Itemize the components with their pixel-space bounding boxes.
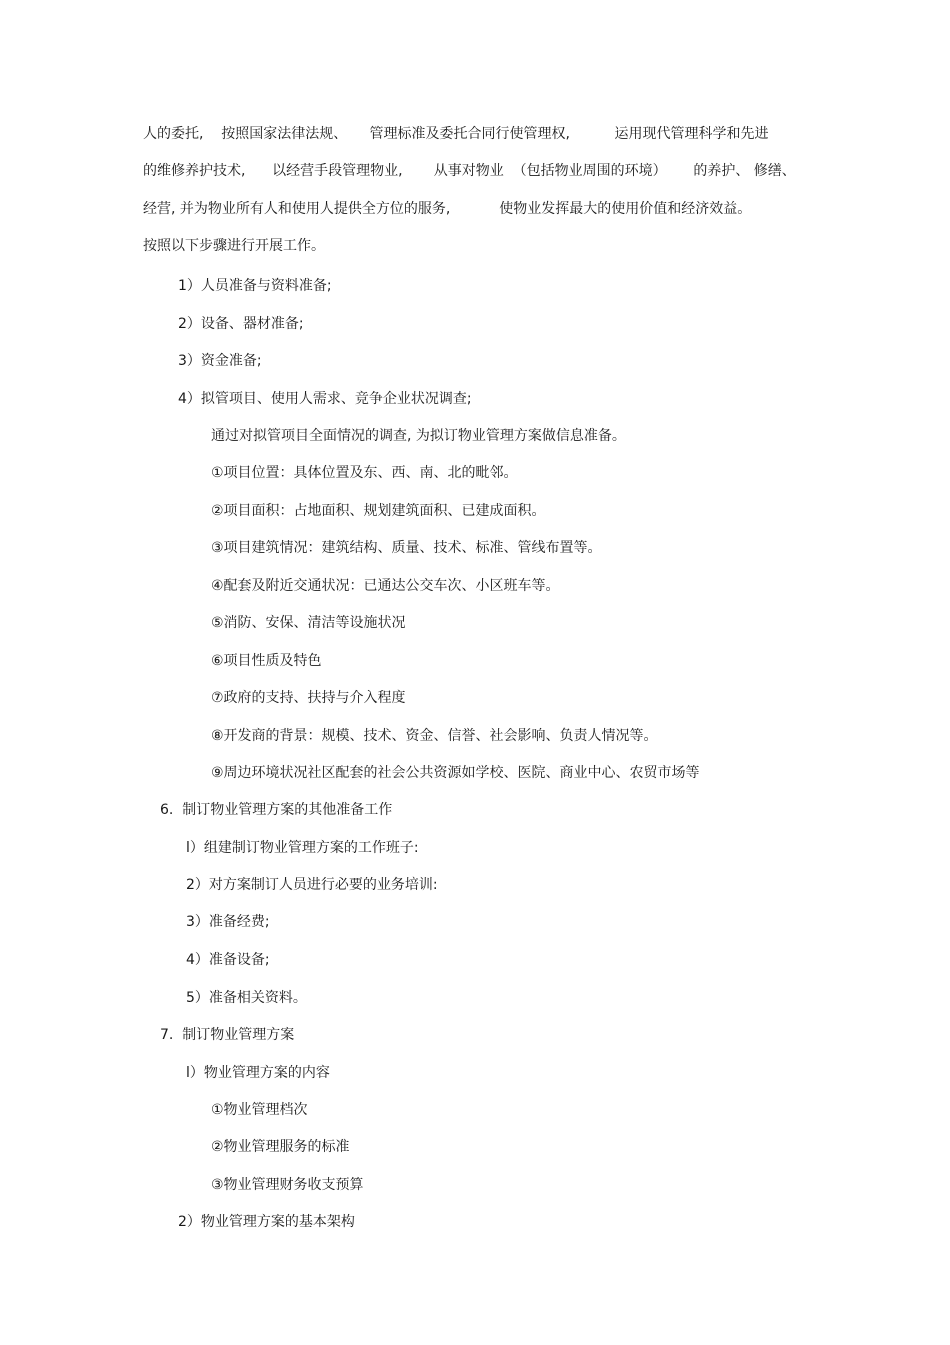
section-7-sub-1: l）物业管理方案的内容 — [186, 1065, 330, 1081]
section-7-heading: 7. 制订物业管理方案 — [160, 1027, 295, 1043]
intro-line-1: 人的委托, 按照国家法律法规、 管理标准及委托合同行使管理权, 运用现代管理科学和先进 — [143, 126, 769, 142]
section-7-sub-2: 2）物业管理方案的基本架构 — [178, 1214, 355, 1230]
survey-item: ⑧开发商的背景：规模、技术、资金、信誉、社会影响、负责人情况等。 — [211, 728, 658, 744]
section-6-item: 3）准备经费; — [186, 914, 270, 930]
survey-item: ②项目面积：占地面积、规划建筑面积、已建成面积。 — [211, 503, 546, 519]
step-item: 3）资金准备; — [178, 353, 262, 369]
survey-lead: 通过对拟管项目全面情况的调查, 为拟订物业管理方案做信息准备。 — [211, 428, 626, 444]
survey-item: ①项目位置：具体位置及东、西、南、北的毗邻。 — [211, 465, 518, 481]
survey-item: ⑤消防、安保、清洁等设施状况 — [211, 615, 406, 631]
survey-item: ③项目建筑情况：建筑结构、质量、技术、标准、管线布置等。 — [211, 540, 602, 556]
step-item: 1）人员准备与资料准备; — [178, 278, 332, 294]
section-7-sub-1-item: ②物业管理服务的标准 — [211, 1139, 350, 1155]
section-6-item: 5）准备相关资料。 — [186, 990, 307, 1006]
section-6-item: 4）准备设备; — [186, 952, 270, 968]
survey-item: ⑥项目性质及特色 — [211, 653, 322, 669]
section-6-item: l）组建制订物业管理方案的工作班子: — [186, 840, 419, 856]
survey-item: ④配套及附近交通状况：已通达公交车次、小区班车等。 — [211, 578, 560, 594]
survey-item: ⑨周边环境状况社区配套的社会公共资源如学校、医院、商业中心、农贸市场等 — [211, 765, 700, 781]
step-item: 4）拟管项目、使用人需求、竞争企业状况调查; — [178, 391, 472, 407]
section-6-item: 2）对方案制订人员进行必要的业务培训: — [186, 877, 438, 893]
step-item: 2）设备、器材准备; — [178, 316, 304, 332]
intro-line-4: 按照以下步骤进行开展工作。 — [143, 238, 325, 254]
survey-item: ⑦政府的支持、扶持与介入程度 — [211, 690, 406, 706]
intro-line-3: 经营, 并为物业所有人和使用人提供全方位的服务, 使物业发挥最大的使用价值和经济效益。 — [143, 201, 752, 217]
section-6-heading: 6. 制订物业管理方案的其他准备工作 — [160, 802, 393, 818]
intro-line-2: 的维修养护技术, 以经营手段管理物业, 从事对物业 （包括物业周围的环境） 的养护、 修缮、 — [143, 163, 796, 179]
section-7-sub-1-item: ①物业管理档次 — [211, 1102, 308, 1118]
section-7-sub-1-item: ③物业管理财务收支预算 — [211, 1177, 364, 1193]
